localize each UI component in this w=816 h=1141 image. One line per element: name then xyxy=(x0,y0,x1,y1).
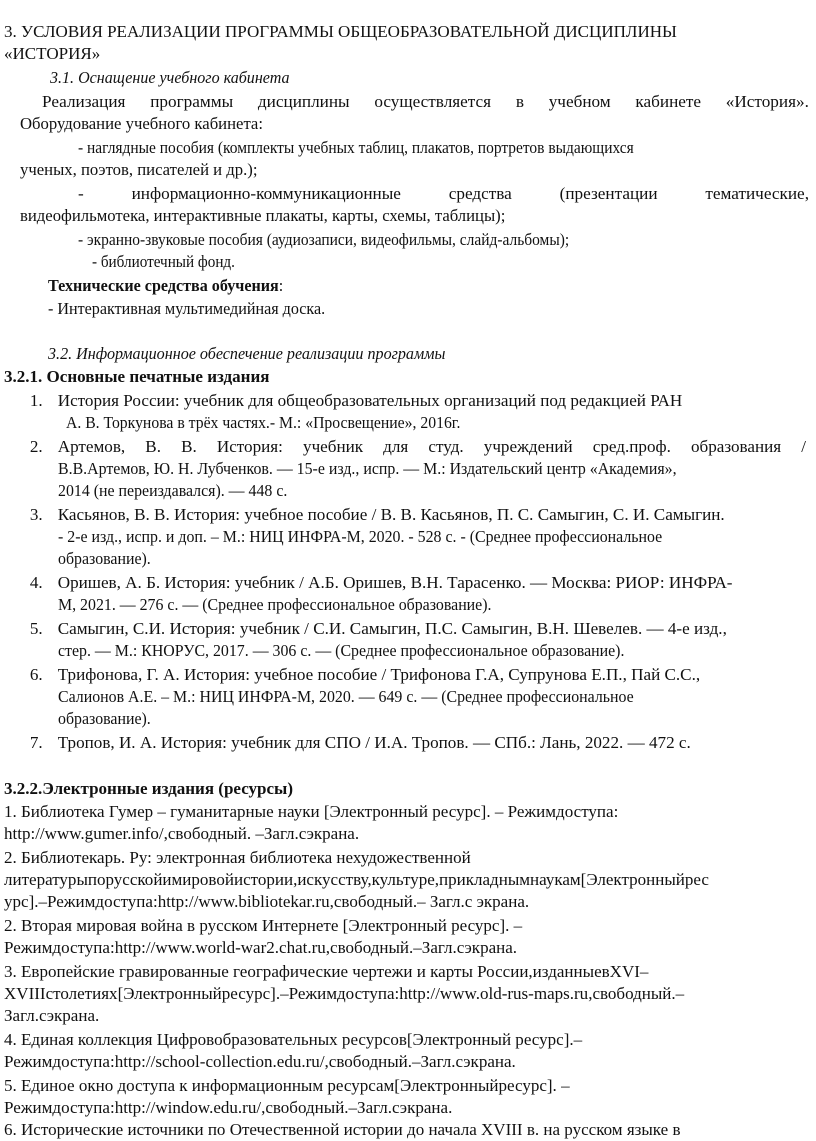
e-line-2: http://www.gumer.info/,свободный. –Загл.сэкрана. xyxy=(4,824,360,843)
print-item-4-line2: М, 2021. — 276 с. — (Среднее профессиональное образование). xyxy=(58,595,492,614)
tech-item: - Интерактивная мультимедийная доска. xyxy=(48,299,326,318)
print-item-6-line3: образование). xyxy=(58,709,151,728)
heading-3-1: 3.1. Оснащение учебного кабинета xyxy=(50,68,290,87)
section-title-line1: 3. УСЛОВИЯ РЕАЛИЗАЦИИ ПРОГРАММЫ ОБЩЕОБРАЗОВАТЕЛЬНОЙ ДИСЦИПЛИНЫ xyxy=(4,22,677,41)
print-item-2-line2: В.В.Артемов, Ю. Н. Лубченков. — 15-е изд., испр. — М.: Издательский центр «Академия», xyxy=(58,459,677,478)
equipment-item-1-line2: ученых, поэтов, писателей и др.); xyxy=(20,160,258,179)
heading-3-2-2: 3.2.2.Электронные издания (ресурсы) xyxy=(4,779,294,798)
e-line-4: литературыпорусскойимировойистории,искусству,культуре,прикладнымнаукам[Электронныйрес xyxy=(4,870,709,889)
print-item-3-line2: - 2-е изд., испр. и доп. – М.: НИЦ ИНФРА-М, 2020. - 528 с. - (Среднее профессиональное xyxy=(58,527,663,546)
e-line-6: 2. Вторая мировая война в русском Интернете [Электронный ресурс]. – xyxy=(4,916,523,935)
e-line-5: урс].–Режимдоступа:http://www.bibliotekar.ru,свободный.– Загл.с экрана. xyxy=(4,892,530,911)
print-item-3-line3: образование). xyxy=(58,549,151,568)
print-item-6-line2: Салионов А.Е. – М.: НИЦ ИНФРА-М, 2020. — 649 с. — (Среднее профессиональное xyxy=(58,687,634,706)
e-line-15: 6. Исторические источники по Отечественной истории до начала XVIII в. на русском языке в xyxy=(4,1120,681,1139)
intro-line1: Реализация программы дисциплины осуществляется в учебном кабинете «История». xyxy=(42,92,809,111)
equipment-item-4: - библиотечный фонд. xyxy=(92,252,235,271)
tech-heading: Технические средства обучения: xyxy=(48,276,284,295)
e-line-8: 3. Европейские гравированные географические чертежи и карты России,изданныевXVI– xyxy=(4,962,649,981)
intro-line2: Оборудование учебного кабинета: xyxy=(20,114,263,133)
heading-3-2: 3.2. Информационное обеспечение реализации программы xyxy=(48,344,446,363)
e-line-10: Загл.сэкрана. xyxy=(4,1006,100,1025)
equipment-item-2-line2: видеофильмотека, интерактивные плакаты, карты, схемы, таблицы); xyxy=(20,206,506,225)
e-line-7: Режимдоступа:http://www.world-war2.chat.ru,свободный.–Загл.сэкрана. xyxy=(4,938,518,957)
heading-3-2-1: 3.2.1. Основные печатные издания xyxy=(4,367,270,386)
print-item-1-line2: А. В. Торкунова в трёх частях.- М.: «Просвещение», 2016г. xyxy=(66,413,461,432)
e-line-11: 4. Единая коллекция Цифровобразовательных ресурсов[Электронный ресурс].– xyxy=(4,1030,583,1049)
equipment-item-2-line1: - информационно-коммуникационные средства (презентации тематические, xyxy=(78,184,809,203)
equipment-item-1-line1: - наглядные пособия (комплекты учебных таблиц, плакатов, портретов выдающихся xyxy=(78,138,634,157)
e-line-3: 2. Библиотекарь. Ру: электронная библиотека нехудожественной xyxy=(4,848,471,867)
e-line-14: Режимдоступа:http://window.edu.ru/,свободный.–Загл.сэкрана. xyxy=(4,1098,453,1117)
equipment-item-3: - экранно-звуковые пособия (аудиозаписи, видеофильмы, слайд-альбомы); xyxy=(78,230,570,249)
document-page: 3. УСЛОВИЯ РЕАЛИЗАЦИИ ПРОГРАММЫ ОБЩЕОБРАЗОВАТЕЛЬНОЙ ДИСЦИПЛИНЫ «ИСТОРИЯ» 3.1. Оснащение учебного кабинета Реализация программы дисциплины осуществляется в учебном кабинете «История». Оборудование учебного кабинета: - наглядные пособия (комплекты учебных таблиц, плакатов, портретов выдающихся ученых, поэтов, писателей и др.); - информационно-коммуникационные средства (презентации тематические, видеофильмотека, интерактивные плакаты, карты, схемы, таблицы); - экранно-звуковые пособия (аудиозаписи, видеофильмы, слайд-альбомы); - библиотечный фонд. Технические средства обучения: - Интерактивная мультимедийная доска. 3.2. Информационное обеспечение реализации программы 3.2.1. Основные печатные издания 1. История России: учебник для общеобразовательных организаций под редакцией РАН А. В. Торкунова в трёх частях.- М.: «Просвещение», 2016г. 2. Артемов, В. В. История: учебник для студ. учреждений сред.проф. образования / В.В.Артемов, Ю. Н. Лубченков. — 15-е изд., испр. — М.: Издательский центр «Академия», 2014 (не переиздавался). — 448 с. 3. Касьянов, В. В. История: учебное пособие / В. В. Касьянов, П. С. Самыгин, С. И. Самыгин. - 2-е изд., испр. и доп. – М.: НИЦ ИНФРА-М, 2020. - 528 с. - (Среднее профессиональное образование). 4. Оришев, А. Б. История: учебник / А.Б. Оришев, В.Н. Тарасенко. — Москва: РИОР: ИНФРА- М, 2021. — 276 с. — (Среднее профессиональное образование). 5. Самыгин, С.И. История: учебник / С.И. Самыгин, П.С. Самыгин, В.Н. Шевелев. — 4-е изд., стер. — М.: КНОРУС, 2017. — 306 с. — (Среднее профессиональное образование). 6. Трифонова, Г. А. История: учебное пособие / Трифонова Г.А, Супрунова Е.П., Пай С.С., Салионов А.Е. – М.: НИЦ ИНФРА-М, 2020. — 649 с. — (Среднее профессиональное образование). 7. Тропов, И. А. История: учебник для СПО / И.А. Тропов. — СПб.: Лань, 2022. — 472 с. 3.2.2.Электронные издания (ресурсы) 1. Библиотека Гумер – гуманитарные науки [Электронный ресурс]. – Режимдоступа: http://www.gumer.info/,свободный. –Загл.сэкрана. 2. Библиотекарь. Ру: электронная библиотека нехудожественной литературыпорусскойимировойистории,искусству,культуре,прикладнымнаукам[Электронныйрес урс].–Режимдоступа:http://www.bibliotekar.ru,свободный.– Загл.с экрана. 2. Вторая мировая война в русском Интернете [Электронный ресурс]. – Режимдоступа:http://www.world-war2.chat.ru,свободный.–Загл.сэкрана. 3. Европейские гравированные географические чертежи и карты России,изданныевXVI– XVIIIстолетиях[Электронныйресурс].–Режимдоступа:http://www.old-rus-maps.ru,свободный.– Загл.сэкрана. 4. Единая коллекция Цифровобразовательных ресурсов[Электронный ресурс].– Режимдоступа:http://school-collection.edu.ru/,свободный.–Загл.сэкрана. 5. Единое окно доступа к информационным ресурсам[Электронныйресурс]. – Режимдоступа:http://window.edu.ru/,свободный.–Загл.сэкрана. 6. Исторические источники по Отечественной истории до начала XVIII в. на русском языке в xyxy=(0,0,816,1139)
e-line-13: 5. Единое окно доступа к информационным ресурсам[Электронныйресурс]. – xyxy=(4,1076,570,1095)
print-item-5-line2: стер. — М.: КНОРУС, 2017. — 306 с. — (Среднее профессиональное образование). xyxy=(58,641,625,660)
e-line-9: XVIIIстолетиях[Электронныйресурс].–Режимдоступа:http://www.old-rus-maps.ru,свободный.– xyxy=(4,984,685,1003)
e-line-12: Режимдоступа:http://school-collection.edu.ru/,свободный.–Загл.сэкрана. xyxy=(4,1052,516,1071)
section-title-line2: «ИСТОРИЯ» xyxy=(4,44,101,63)
e-line-1: 1. Библиотека Гумер – гуманитарные науки [Электронный ресурс]. – Режимдоступа: xyxy=(4,802,619,821)
print-item-2-line3: 2014 (не переиздавался). — 448 с. xyxy=(58,481,288,500)
